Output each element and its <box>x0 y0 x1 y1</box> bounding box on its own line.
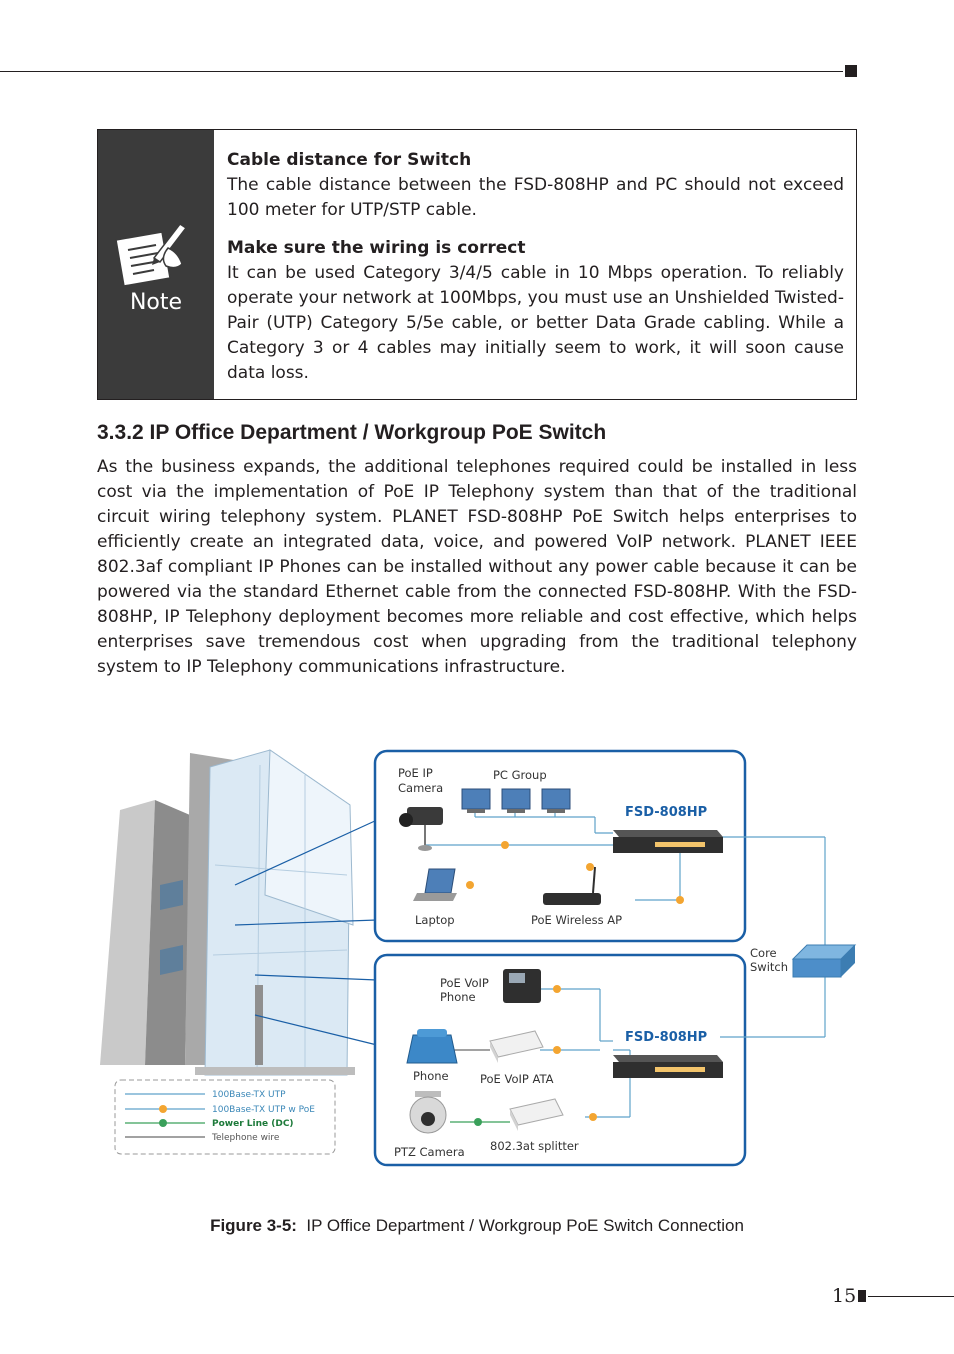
legend-telephone: Telephone wire <box>212 1133 280 1143</box>
switch-top-icon <box>613 830 723 853</box>
label-switch-top: FSD-808HP <box>625 805 708 820</box>
legend-power-dc: Power Line (DC) <box>212 1119 294 1129</box>
label-switch-bottom: FSD-808HP <box>625 1030 708 1045</box>
note-pen-icon <box>110 218 190 288</box>
label-core-switch-2: Switch <box>750 960 789 974</box>
legend-dc-badge <box>159 1119 167 1127</box>
page-number: 15 <box>832 1285 857 1307</box>
label-laptop: Laptop <box>415 913 455 927</box>
note-heading-2: Make sure the wiring is correct <box>227 238 526 258</box>
note-label: Note <box>129 290 183 315</box>
label-phone: Phone <box>413 1069 449 1083</box>
note-content <box>227 148 844 399</box>
label-splitter: 802.3at splitter <box>490 1139 579 1153</box>
pc-group-icon <box>462 789 570 813</box>
footer-rule <box>868 1296 954 1297</box>
figure-caption <box>0 1216 954 1236</box>
note-box <box>97 129 857 400</box>
section-body: As the business expands, the additional telephones required could be installed in less cost via the implementation of PoE IP Telephony system than that of the traditional circuit wiring telephony system. PLANET FSD-808HP PoE Switch helps enterprises to efficiently create an integrated data, voice, and powered VoIP network. PLANET IEEE 802.3af compliant IP Phones can be installed without any power cable because it can be powered via the standard Ethernet cable from the connected FSD-808HP. With the FSD-808HP, IP Telephony deployment becomes more reliable and cost effective, which helps enterprises save tremendous cost when upgrading from the traditional telephony system to IP Telephony communications infrastructure. <box>97 457 857 677</box>
switch-bottom-icon <box>613 1055 723 1078</box>
label-core-switch-1: Core <box>750 946 777 960</box>
label-voip-ata: PoE VoIP ATA <box>480 1072 554 1086</box>
poe-voip-phone-icon <box>503 969 541 1003</box>
legend-poe-badge <box>159 1105 167 1113</box>
note-heading-1: Cable distance for Switch <box>227 150 472 170</box>
label-pc-group: PC Group <box>493 768 547 782</box>
label-poe-ip-camera-1: PoE IP <box>398 766 433 780</box>
section-title: 3.3.2 IP Office Department / Workgroup PoE Switch <box>97 421 607 444</box>
label-voip-phone-1: PoE VoIP <box>440 976 489 990</box>
note-text-2: It can be used Category 3/4/5 cable in 10 Mbps operation. To reliably operate your network at 100Mbps, you must use an Unshielded Twisted-Pair (UTP) Category 5/5e cable, or better Data Grade cabling. While a Category 3 or 4 cables may initially seem to work, it will soon cause data loss. <box>227 263 844 383</box>
note-text-1: The cable distance between the FSD-808HP and PC should not exceed 100 meter for UTP/STP cable. <box>227 175 844 220</box>
core-switch-icon <box>793 945 855 977</box>
legend-utp-poe: 100Base-TX UTP w PoE <box>212 1105 315 1115</box>
legend-utp: 100Base-TX UTP <box>212 1090 286 1100</box>
caption-label: Figure 3-5: <box>210 1216 297 1235</box>
header-square <box>845 65 857 77</box>
footer-square <box>858 1290 866 1302</box>
network-diagram <box>95 745 865 1175</box>
note-sidebar <box>98 130 214 399</box>
label-wireless-ap: PoE Wireless AP <box>531 913 623 927</box>
label-poe-ip-camera-2: Camera <box>398 781 444 795</box>
label-voip-phone-2: Phone <box>440 990 476 1004</box>
label-ptz-camera: PTZ Camera <box>394 1145 465 1159</box>
caption-text: IP Office Department / Workgroup PoE Switch Connection <box>306 1216 744 1235</box>
office-building-illustration <box>100 750 377 1075</box>
header-rule <box>0 71 843 72</box>
